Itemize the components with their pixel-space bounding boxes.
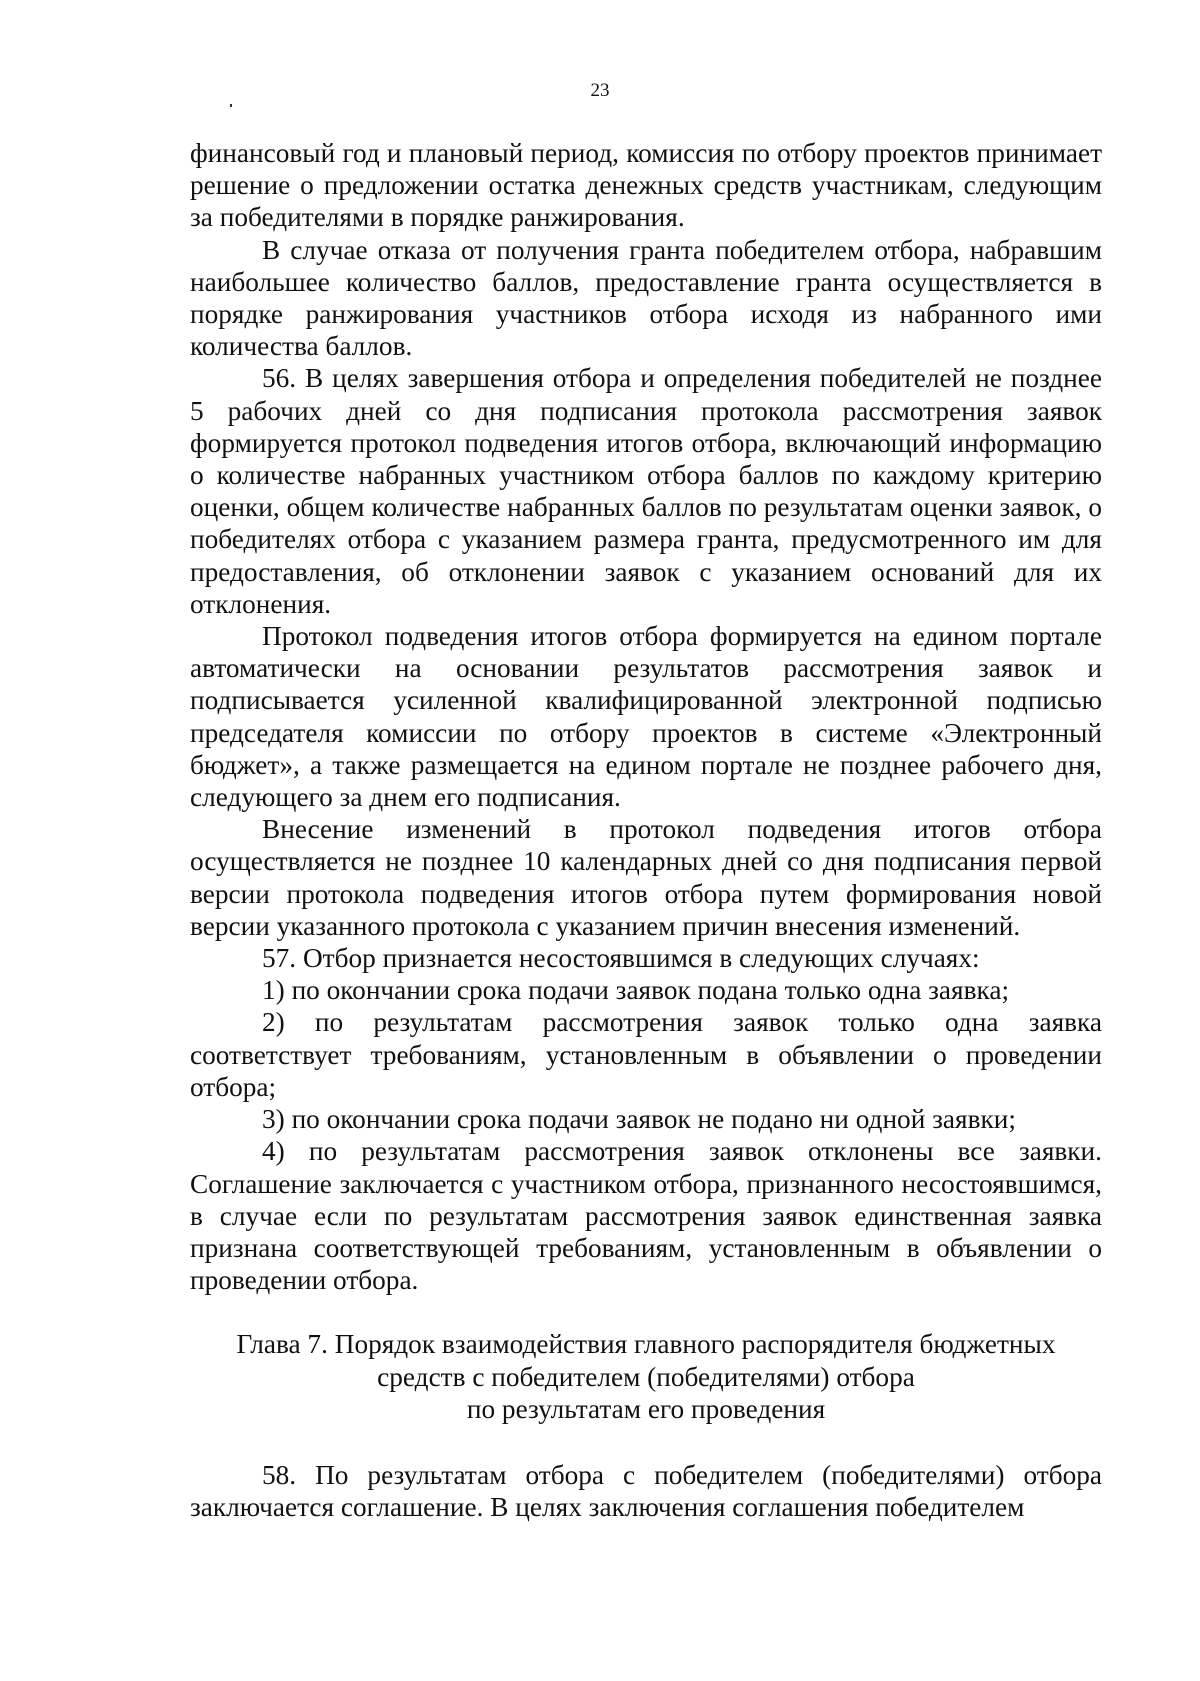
chapter-title: [190, 1328, 1102, 1425]
paragraph-continuation: финансовый год и плановый период, комиссия по отбору проектов принимает решение о предложении остатка денежных средств участникам, следующим за победителями в порядке ранжирования.: [190, 138, 1102, 233]
chapter-title-line-1: Глава 7. Порядок взаимодействия главного распорядителя бюджетных: [236, 1329, 1056, 1360]
page-number: 23: [590, 80, 610, 101]
document-body: [190, 137, 1102, 1523]
paragraph-56: 56. В целях завершения отбора и определения победителей не позднее 5 рабочих дней со дня подписания протокола рассмотрения заявок формируется протокол подведения итогов отбора, включающий информацию о количестве набранных участником отбора баллов по каждому критерию оценки, общем количестве набранных баллов по результатам оценки заявок, о победителях отбора с указанием размера гранта, предусмотренного им для предоставления, об отклонении заявок с указанием оснований для их отклонения.: [190, 363, 1102, 619]
paragraph-58: 58. По результатам отбора с победителем (победителями) отбора заключается соглашение. В целях заключения соглашения победителем: [190, 1459, 1102, 1523]
list-item-3: 3) по окончании срока подачи заявок не подано ни одной заявки;: [262, 1104, 1016, 1135]
list-item-2: 2) по результатам рассмотрения заявок только одна заявка соответствует требованиям, установленным в объявлении о проведении отбора;: [190, 1007, 1102, 1102]
list-item-4: 4) по результатам рассмотрения заявок отклонены все заявки. Соглашение заключается с участником отбора, признанного несостоявшимся, в случае если по результатам рассмотрения заявок единственная заявка признана соответствующей требованиям, установленным в объявлении о проведении отбора.: [190, 1136, 1102, 1296]
scan-speck: [230, 104, 232, 107]
paragraph-grant-refusal: В случае отказа от получения гранта победителем отбора, набравшим наибольшее количество баллов, предоставление гранта осуществляется в порядке ранжирования участников отбора исходя из набранного ими количества баллов.: [190, 234, 1102, 362]
chapter-title-line-2: средств с победителем (победителями) отбора: [377, 1361, 915, 1392]
chapter-title-line-3: по результатам его проведения: [466, 1393, 826, 1424]
list-item-1: 1) по окончании срока подачи заявок подана только одна заявка;: [262, 975, 1010, 1006]
paragraph-protocol-signing: Протокол подведения итогов отбора формируется на едином портале автоматически на основании результатов рассмотрения заявок и подписывается усиленной квалифицированной электронной подписью председателя комиссии по отбору проектов в системе «Электронный бюджет», а также размещается на едином портале не позднее рабочего дня, следующего за днем его подписания.: [190, 621, 1102, 813]
paragraph-protocol-changes: Внесение изменений в протокол подведения итогов отбора осуществляется не позднее 10 календарных дней со дня подписания первой версии протокола подведения итогов отбора путем формирования новой версии указанного протокола с указанием причин внесения изменений.: [190, 814, 1102, 941]
paragraph-57: 57. Отбор признается несостоявшимся в следующих случаях:: [262, 943, 980, 974]
